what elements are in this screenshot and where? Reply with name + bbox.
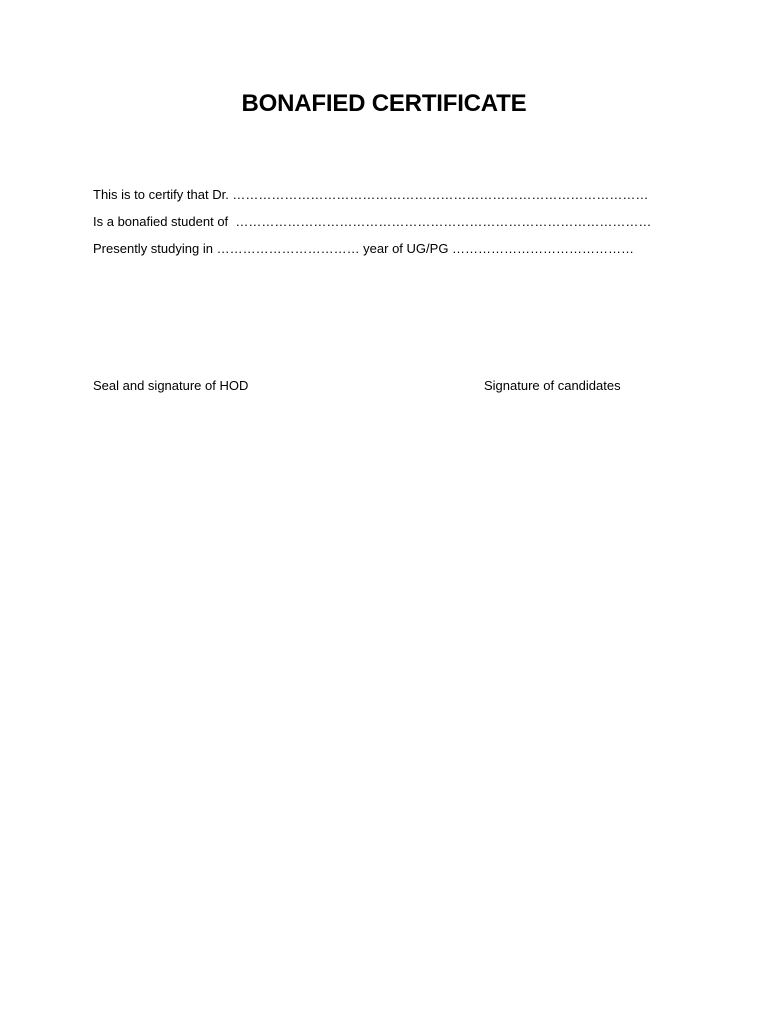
certify-line: This is to certify that Dr. …………………………………………………………………………………… xyxy=(93,187,649,202)
certificate-title: BONAFIED CERTIFICATE xyxy=(241,90,527,117)
hod-signature-label: Seal and signature of HOD xyxy=(93,378,249,393)
student-of-line: Is a bonafied student of …………………………………………………………………………………… xyxy=(93,214,652,229)
studying-line: Presently studying in …………………………… year of UG/PG …………………………………… xyxy=(93,241,635,256)
candidate-signature-label: Signature of candidates xyxy=(484,378,621,393)
